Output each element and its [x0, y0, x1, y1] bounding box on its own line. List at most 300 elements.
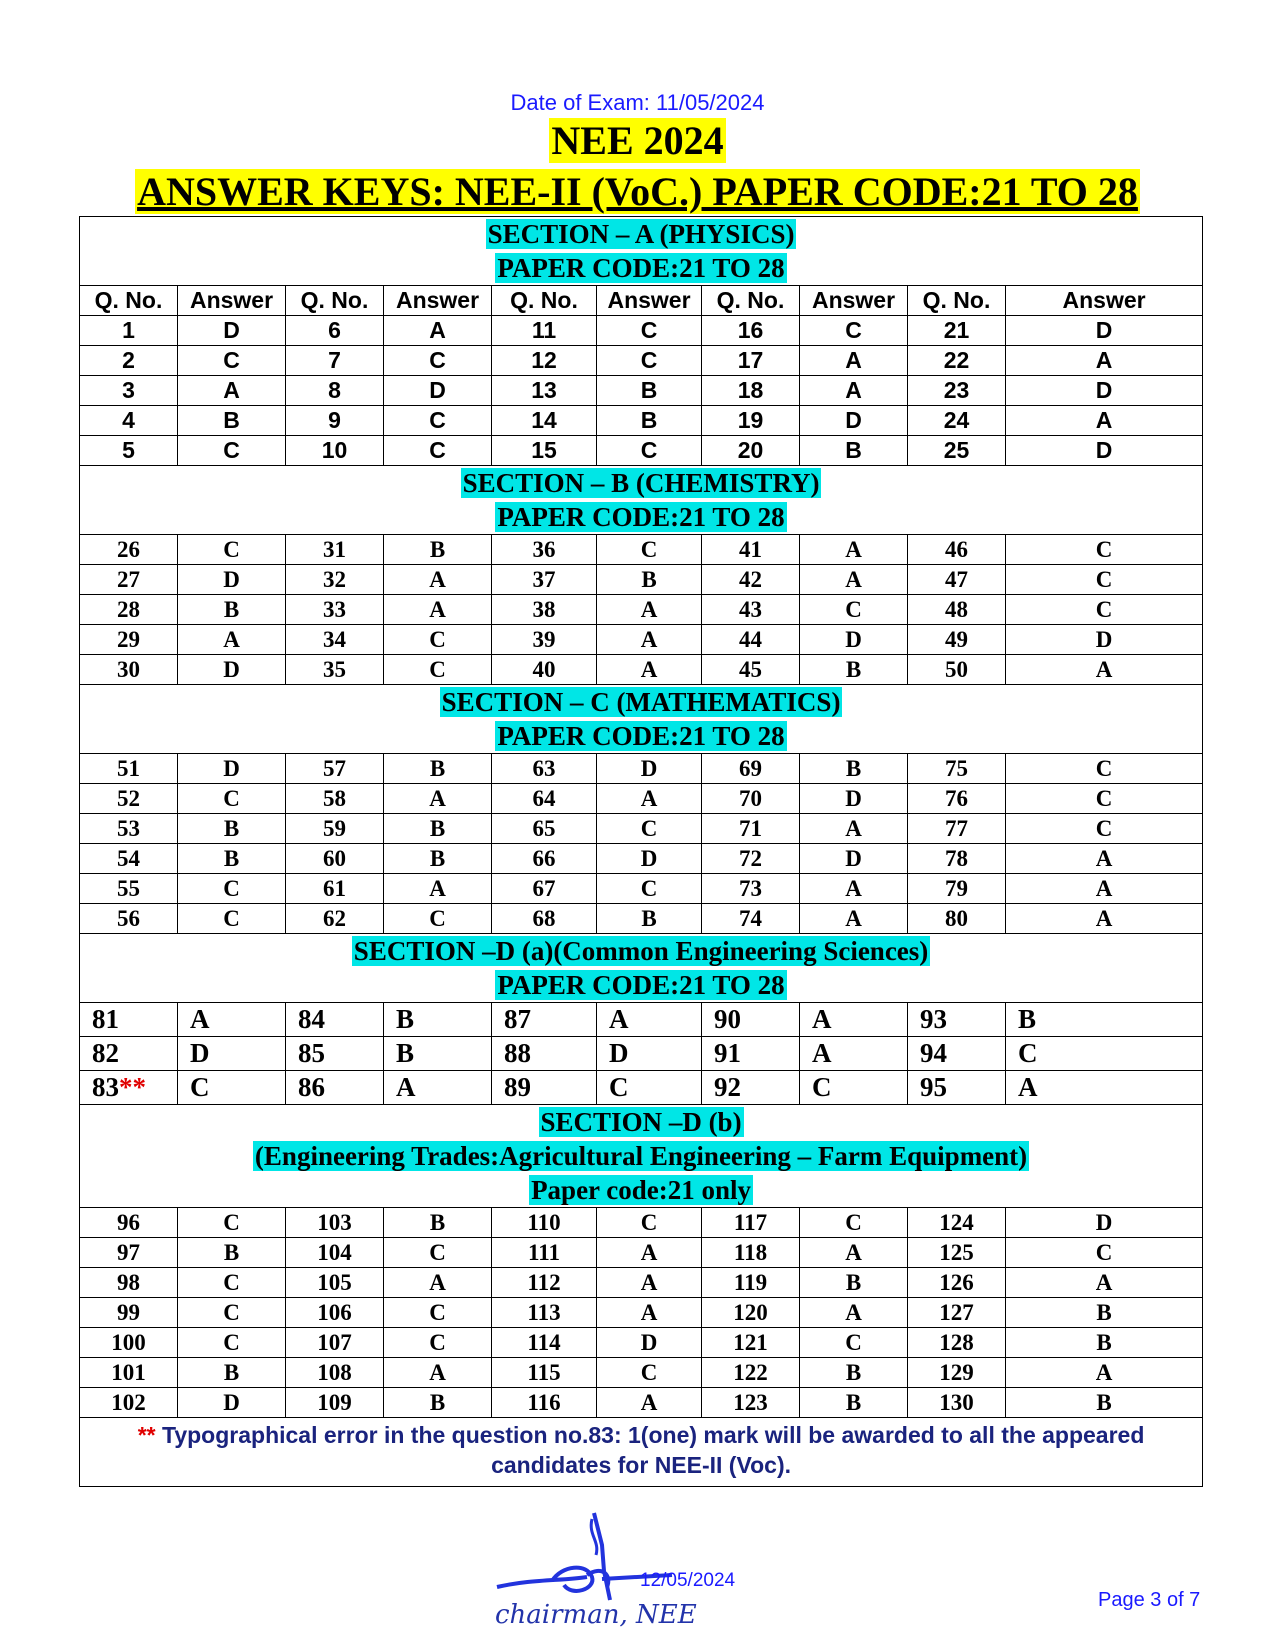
question-number-cell: 112 — [492, 1268, 597, 1298]
answer-cell: A — [597, 655, 702, 685]
table-row — [80, 655, 1203, 685]
question-number-cell: 117 — [702, 1208, 800, 1238]
answer-cell: D — [800, 844, 908, 874]
question-number-cell: 63 — [492, 754, 597, 784]
answer-cell: D — [800, 406, 908, 436]
answer-cell: C — [800, 316, 908, 346]
column-header: Q. No. — [908, 286, 1006, 316]
answer-cell: B — [1006, 1388, 1203, 1418]
table-row — [80, 595, 1203, 625]
question-number-cell: 75 — [908, 754, 1006, 784]
answer-cell: C — [384, 1238, 492, 1268]
question-number-cell: 23 — [908, 376, 1006, 406]
question-number-cell: 97 — [80, 1238, 178, 1268]
answer-cell: A — [597, 1238, 702, 1268]
question-number-cell: 67 — [492, 874, 597, 904]
question-number-cell: 66 — [492, 844, 597, 874]
table-row — [80, 535, 1203, 565]
table-row — [80, 436, 1203, 466]
question-number-cell: 107 — [286, 1328, 384, 1358]
answer-cell: A — [800, 565, 908, 595]
question-number-cell: 8 — [286, 376, 384, 406]
answer-cell: C — [800, 1071, 908, 1105]
section-header-engineering-sciences: SECTION –D (a)(Common Engineering Sciences) PAPER CODE:21 TO 28 — [80, 934, 1203, 1003]
answer-cell: A — [384, 1268, 492, 1298]
question-number-cell: 85 — [286, 1037, 384, 1071]
question-number-cell: 13 — [492, 376, 597, 406]
question-number-cell: 48 — [908, 595, 1006, 625]
answer-cell: B — [1006, 1003, 1203, 1037]
answer-cell: A — [800, 874, 908, 904]
column-header: Answer — [384, 286, 492, 316]
table-row — [80, 1358, 1203, 1388]
answer-cell: A — [1006, 874, 1203, 904]
question-number-cell: 90 — [702, 1003, 800, 1037]
table-row — [80, 904, 1203, 934]
answer-cell: A — [1006, 346, 1203, 376]
question-number-cell: 98 — [80, 1268, 178, 1298]
question-number-cell: 105 — [286, 1268, 384, 1298]
answer-cell: B — [384, 1003, 492, 1037]
question-number-cell: 3 — [80, 376, 178, 406]
question-number-cell: 31 — [286, 535, 384, 565]
answer-cell: C — [178, 874, 286, 904]
answer-cell: B — [597, 406, 702, 436]
question-number-cell: 4 — [80, 406, 178, 436]
section-header-chemistry: SECTION – B (CHEMISTRY) PAPER CODE:21 TO 28 — [80, 466, 1203, 535]
question-number-cell: 25 — [908, 436, 1006, 466]
question-number-cell: 45 — [702, 655, 800, 685]
question-number-cell: 130 — [908, 1388, 1006, 1418]
question-number-cell: 19 — [702, 406, 800, 436]
section-header-engineering-trades: SECTION –D (b) (Engineering Trades:Agricultural Engineering – Farm Equipment) Paper code:21 only — [80, 1105, 1203, 1208]
answer-cell: B — [384, 754, 492, 784]
note-star: ** — [137, 1422, 156, 1448]
question-number-cell: 129 — [908, 1358, 1006, 1388]
answer-cell: A — [178, 1003, 286, 1037]
table-row — [80, 784, 1203, 814]
question-number-cell: 64 — [492, 784, 597, 814]
answer-cell: A — [384, 316, 492, 346]
question-number-cell: 103 — [286, 1208, 384, 1238]
question-number-cell: 39 — [492, 625, 597, 655]
star-mark: ** — [119, 1072, 146, 1102]
question-number-cell: 11 — [492, 316, 597, 346]
answer-cell: B — [597, 904, 702, 934]
question-number-cell: 17 — [702, 346, 800, 376]
answer-cell: B — [384, 1208, 492, 1238]
question-number-cell: 5 — [80, 436, 178, 466]
question-number-cell: 47 — [908, 565, 1006, 595]
column-header: Answer — [800, 286, 908, 316]
question-number-cell: 87 — [492, 1003, 597, 1037]
answer-cell: A — [1006, 1268, 1203, 1298]
table-row — [80, 1238, 1203, 1268]
table-row — [80, 1388, 1203, 1418]
question-number-cell: 104 — [286, 1238, 384, 1268]
table-row — [80, 754, 1203, 784]
question-number-cell: 123 — [702, 1388, 800, 1418]
question-number-cell: 125 — [908, 1238, 1006, 1268]
table-row — [80, 814, 1203, 844]
question-number-cell: 36 — [492, 535, 597, 565]
answer-cell: B — [597, 565, 702, 595]
answer-cell: B — [1006, 1298, 1203, 1328]
answer-cell: D — [597, 754, 702, 784]
answer-cell: C — [384, 655, 492, 685]
answer-cell: C — [384, 625, 492, 655]
answer-cell: C — [1006, 1238, 1203, 1268]
answer-cell: B — [800, 1268, 908, 1298]
question-number-cell: 7 — [286, 346, 384, 376]
question-number-cell: 86 — [286, 1071, 384, 1105]
question-number-cell: 35 — [286, 655, 384, 685]
question-number-cell: 56 — [80, 904, 178, 934]
table-row — [80, 1208, 1203, 1238]
table-row — [80, 346, 1203, 376]
question-number-cell: 108 — [286, 1358, 384, 1388]
question-number-cell: 61 — [286, 874, 384, 904]
question-number-cell: 21 — [908, 316, 1006, 346]
column-header: Answer — [597, 286, 702, 316]
question-number-cell: 80 — [908, 904, 1006, 934]
answer-cell: B — [800, 436, 908, 466]
answer-cell: A — [597, 595, 702, 625]
answer-cell: C — [1006, 535, 1203, 565]
question-number-cell: 44 — [702, 625, 800, 655]
question-number-cell: 82 — [80, 1037, 178, 1071]
table-row — [80, 406, 1203, 436]
answer-cell: A — [384, 565, 492, 595]
answer-cell: D — [178, 754, 286, 784]
answer-cell: A — [597, 1298, 702, 1328]
table-row — [80, 844, 1203, 874]
question-number-cell: 52 — [80, 784, 178, 814]
answer-cell: B — [800, 655, 908, 685]
column-header-row — [80, 286, 1203, 316]
answer-cell: B — [384, 844, 492, 874]
question-number-cell: 34 — [286, 625, 384, 655]
question-number-cell: 102 — [80, 1388, 178, 1418]
answer-cell: B — [178, 406, 286, 436]
answer-cell: C — [800, 1208, 908, 1238]
column-header: Answer — [178, 286, 286, 316]
question-number-cell: 113 — [492, 1298, 597, 1328]
answer-cell: D — [178, 1037, 286, 1071]
answer-cell: A — [178, 625, 286, 655]
question-number-cell: 109 — [286, 1388, 384, 1418]
answer-cell: C — [384, 904, 492, 934]
answer-cell: D — [1006, 625, 1203, 655]
question-number-cell: 121 — [702, 1328, 800, 1358]
question-number-cell: 122 — [702, 1358, 800, 1388]
table-row — [80, 376, 1203, 406]
question-number-cell: 41 — [702, 535, 800, 565]
answer-cell: A — [384, 1358, 492, 1388]
page-number: Page 3 of 7 — [1098, 1589, 1201, 1611]
question-number-cell: 24 — [908, 406, 1006, 436]
answer-cell: B — [178, 1238, 286, 1268]
question-number-cell: 83** — [80, 1071, 178, 1105]
answer-cell: D — [597, 844, 702, 874]
answer-cell: D — [1006, 316, 1203, 346]
question-number-cell: 111 — [492, 1238, 597, 1268]
page-subtitle: ANSWER KEYS: NEE-II (VoC.) PAPER CODE:21 TO 28 — [137, 169, 1138, 214]
question-number-cell: 128 — [908, 1328, 1006, 1358]
answer-cell: C — [1006, 565, 1203, 595]
answer-cell: D — [1006, 1208, 1203, 1238]
answer-cell: C — [597, 535, 702, 565]
question-number-cell: 10 — [286, 436, 384, 466]
answer-cell: B — [800, 1358, 908, 1388]
answer-cell: D — [1006, 436, 1203, 466]
answer-cell: D — [800, 625, 908, 655]
answer-cell: A — [1006, 844, 1203, 874]
question-number-cell: 62 — [286, 904, 384, 934]
answer-cell: D — [800, 784, 908, 814]
column-header: Q. No. — [702, 286, 800, 316]
question-number-cell: 91 — [702, 1037, 800, 1071]
question-number-cell: 88 — [492, 1037, 597, 1071]
answer-cell: C — [178, 1071, 286, 1105]
answer-cell: A — [597, 1003, 702, 1037]
table-row — [80, 565, 1203, 595]
question-number-cell: 49 — [908, 625, 1006, 655]
question-number-cell: 30 — [80, 655, 178, 685]
answer-cell: B — [178, 1358, 286, 1388]
answer-cell: C — [1006, 754, 1203, 784]
answer-cell: C — [178, 1208, 286, 1238]
answer-cell: C — [597, 316, 702, 346]
table-row — [80, 874, 1203, 904]
signature-title: chairman, NEE — [495, 1600, 697, 1630]
answer-key-table — [79, 216, 1203, 1487]
answer-cell: A — [800, 904, 908, 934]
column-header: Q. No. — [80, 286, 178, 316]
question-number-cell: 73 — [702, 874, 800, 904]
answer-cell: C — [178, 784, 286, 814]
answer-cell: C — [597, 436, 702, 466]
question-number-cell: 95 — [908, 1071, 1006, 1105]
question-number-cell: 60 — [286, 844, 384, 874]
table-row — [80, 1037, 1203, 1071]
question-number-cell: 106 — [286, 1298, 384, 1328]
answer-cell: A — [800, 376, 908, 406]
question-number-cell: 72 — [702, 844, 800, 874]
exam-date: Date of Exam: 11/05/2024 — [510, 90, 765, 115]
answer-cell: B — [384, 1037, 492, 1071]
column-header: Answer — [1006, 286, 1203, 316]
question-number-cell: 118 — [702, 1238, 800, 1268]
answer-cell: B — [800, 754, 908, 784]
question-number-cell: 69 — [702, 754, 800, 784]
answer-cell: C — [800, 595, 908, 625]
answer-cell: D — [178, 316, 286, 346]
question-number-cell: 92 — [702, 1071, 800, 1105]
answer-cell: B — [178, 814, 286, 844]
answer-cell: C — [384, 346, 492, 376]
answer-cell: D — [178, 655, 286, 685]
question-number-cell: 54 — [80, 844, 178, 874]
question-number-cell: 119 — [702, 1268, 800, 1298]
answer-cell: A — [597, 1388, 702, 1418]
question-number-cell: 120 — [702, 1298, 800, 1328]
question-number-cell: 70 — [702, 784, 800, 814]
question-number-cell: 68 — [492, 904, 597, 934]
question-number-cell: 20 — [702, 436, 800, 466]
question-number-cell: 55 — [80, 874, 178, 904]
answer-cell: C — [597, 1208, 702, 1238]
table-row — [80, 1328, 1203, 1358]
answer-cell: A — [800, 1238, 908, 1268]
question-number-cell: 115 — [492, 1358, 597, 1388]
question-number-cell: 74 — [702, 904, 800, 934]
question-number-cell: 77 — [908, 814, 1006, 844]
answer-cell: C — [384, 1298, 492, 1328]
question-number-cell: 50 — [908, 655, 1006, 685]
question-number-cell: 46 — [908, 535, 1006, 565]
question-number-cell: 59 — [286, 814, 384, 844]
answer-cell: A — [597, 1268, 702, 1298]
answer-cell: A — [597, 784, 702, 814]
page-title: NEE 2024 — [551, 118, 724, 163]
answer-cell: D — [597, 1037, 702, 1071]
question-number-cell: 14 — [492, 406, 597, 436]
question-number-cell: 100 — [80, 1328, 178, 1358]
question-number-cell: 99 — [80, 1298, 178, 1328]
answer-cell: A — [1006, 904, 1203, 934]
table-row — [80, 316, 1203, 346]
question-number-cell: 57 — [286, 754, 384, 784]
answer-cell: A — [800, 346, 908, 376]
answer-cell: C — [1006, 784, 1203, 814]
answer-cell: C — [178, 1268, 286, 1298]
answer-cell: A — [1006, 406, 1203, 436]
answer-cell: B — [178, 595, 286, 625]
answer-cell: A — [1006, 655, 1203, 685]
question-number-cell: 94 — [908, 1037, 1006, 1071]
question-number-cell: 38 — [492, 595, 597, 625]
question-number-cell: 27 — [80, 565, 178, 595]
question-number-cell: 2 — [80, 346, 178, 376]
answer-cell: D — [1006, 376, 1203, 406]
question-number-cell: 1 — [80, 316, 178, 346]
answer-cell: C — [178, 904, 286, 934]
answer-cell: B — [1006, 1328, 1203, 1358]
question-number-cell: 12 — [492, 346, 597, 376]
answer-cell: B — [178, 844, 286, 874]
question-number-cell: 114 — [492, 1328, 597, 1358]
answer-cell: C — [178, 436, 286, 466]
answer-cell: A — [800, 1003, 908, 1037]
answer-cell: B — [384, 814, 492, 844]
question-number-cell: 81 — [80, 1003, 178, 1037]
question-number-cell: 76 — [908, 784, 1006, 814]
question-number-cell: 6 — [286, 316, 384, 346]
answer-cell: C — [597, 346, 702, 376]
answer-cell: B — [384, 1388, 492, 1418]
question-number-cell: 29 — [80, 625, 178, 655]
answer-cell: C — [597, 1358, 702, 1388]
table-row — [80, 1003, 1203, 1037]
section-header-mathematics: SECTION – C (MATHEMATICS) PAPER CODE:21 TO 28 — [80, 685, 1203, 754]
question-number-cell: 53 — [80, 814, 178, 844]
answer-cell: A — [384, 1071, 492, 1105]
answer-cell: C — [1006, 1037, 1203, 1071]
question-number-cell: 65 — [492, 814, 597, 844]
answer-cell: C — [178, 535, 286, 565]
question-number-cell: 9 — [286, 406, 384, 436]
answer-cell: C — [178, 1298, 286, 1328]
answer-cell: A — [178, 376, 286, 406]
question-number-cell: 51 — [80, 754, 178, 784]
note-row — [80, 1418, 1203, 1487]
answer-cell: C — [597, 1071, 702, 1105]
question-number-cell: 42 — [702, 565, 800, 595]
note-text: Typographical error in the question no.83: 1(one) mark will be awarded to all the appeared candidates for NEE-II (Voc). — [162, 1422, 1145, 1478]
question-number-cell: 43 — [702, 595, 800, 625]
question-number-cell: 89 — [492, 1071, 597, 1105]
answer-cell: A — [800, 535, 908, 565]
question-number-cell: 15 — [492, 436, 597, 466]
question-number-cell: 78 — [908, 844, 1006, 874]
column-header: Q. No. — [286, 286, 384, 316]
question-number-cell: 126 — [908, 1268, 1006, 1298]
question-number-cell: 127 — [908, 1298, 1006, 1328]
table-row — [80, 1298, 1203, 1328]
answer-cell: B — [800, 1388, 908, 1418]
column-header: Q. No. — [492, 286, 597, 316]
answer-cell: A — [800, 1037, 908, 1071]
question-number-cell: 101 — [80, 1358, 178, 1388]
question-number-cell: 84 — [286, 1003, 384, 1037]
question-number-cell: 79 — [908, 874, 1006, 904]
table-row — [80, 1268, 1203, 1298]
question-number-cell: 16 — [702, 316, 800, 346]
question-number-cell: 58 — [286, 784, 384, 814]
answer-cell: C — [178, 346, 286, 376]
answer-cell: C — [1006, 814, 1203, 844]
question-number-cell: 28 — [80, 595, 178, 625]
table-row — [80, 1071, 1203, 1105]
answer-cell: A — [1006, 1358, 1203, 1388]
question-number-cell: 124 — [908, 1208, 1006, 1238]
answer-cell: C — [800, 1328, 908, 1358]
question-number-cell: 18 — [702, 376, 800, 406]
answer-cell: D — [597, 1328, 702, 1358]
answer-cell: B — [384, 535, 492, 565]
answer-cell: D — [178, 565, 286, 595]
question-number-cell: 33 — [286, 595, 384, 625]
answer-cell: D — [178, 1388, 286, 1418]
question-number-cell: 26 — [80, 535, 178, 565]
answer-cell: A — [384, 784, 492, 814]
question-number-cell: 22 — [908, 346, 1006, 376]
question-number-cell: 71 — [702, 814, 800, 844]
answer-cell: C — [384, 436, 492, 466]
answer-cell: B — [597, 376, 702, 406]
answer-cell: C — [597, 874, 702, 904]
answer-cell: A — [384, 874, 492, 904]
answer-cell: C — [384, 406, 492, 436]
question-number-cell: 40 — [492, 655, 597, 685]
question-number-cell: 32 — [286, 565, 384, 595]
answer-cell: A — [800, 1298, 908, 1328]
question-number-cell: 116 — [492, 1388, 597, 1418]
question-number-cell: 96 — [80, 1208, 178, 1238]
section-header-physics: SECTION – A (PHYSICS) PAPER CODE:21 TO 28 — [80, 217, 1203, 286]
question-number-cell: 110 — [492, 1208, 597, 1238]
